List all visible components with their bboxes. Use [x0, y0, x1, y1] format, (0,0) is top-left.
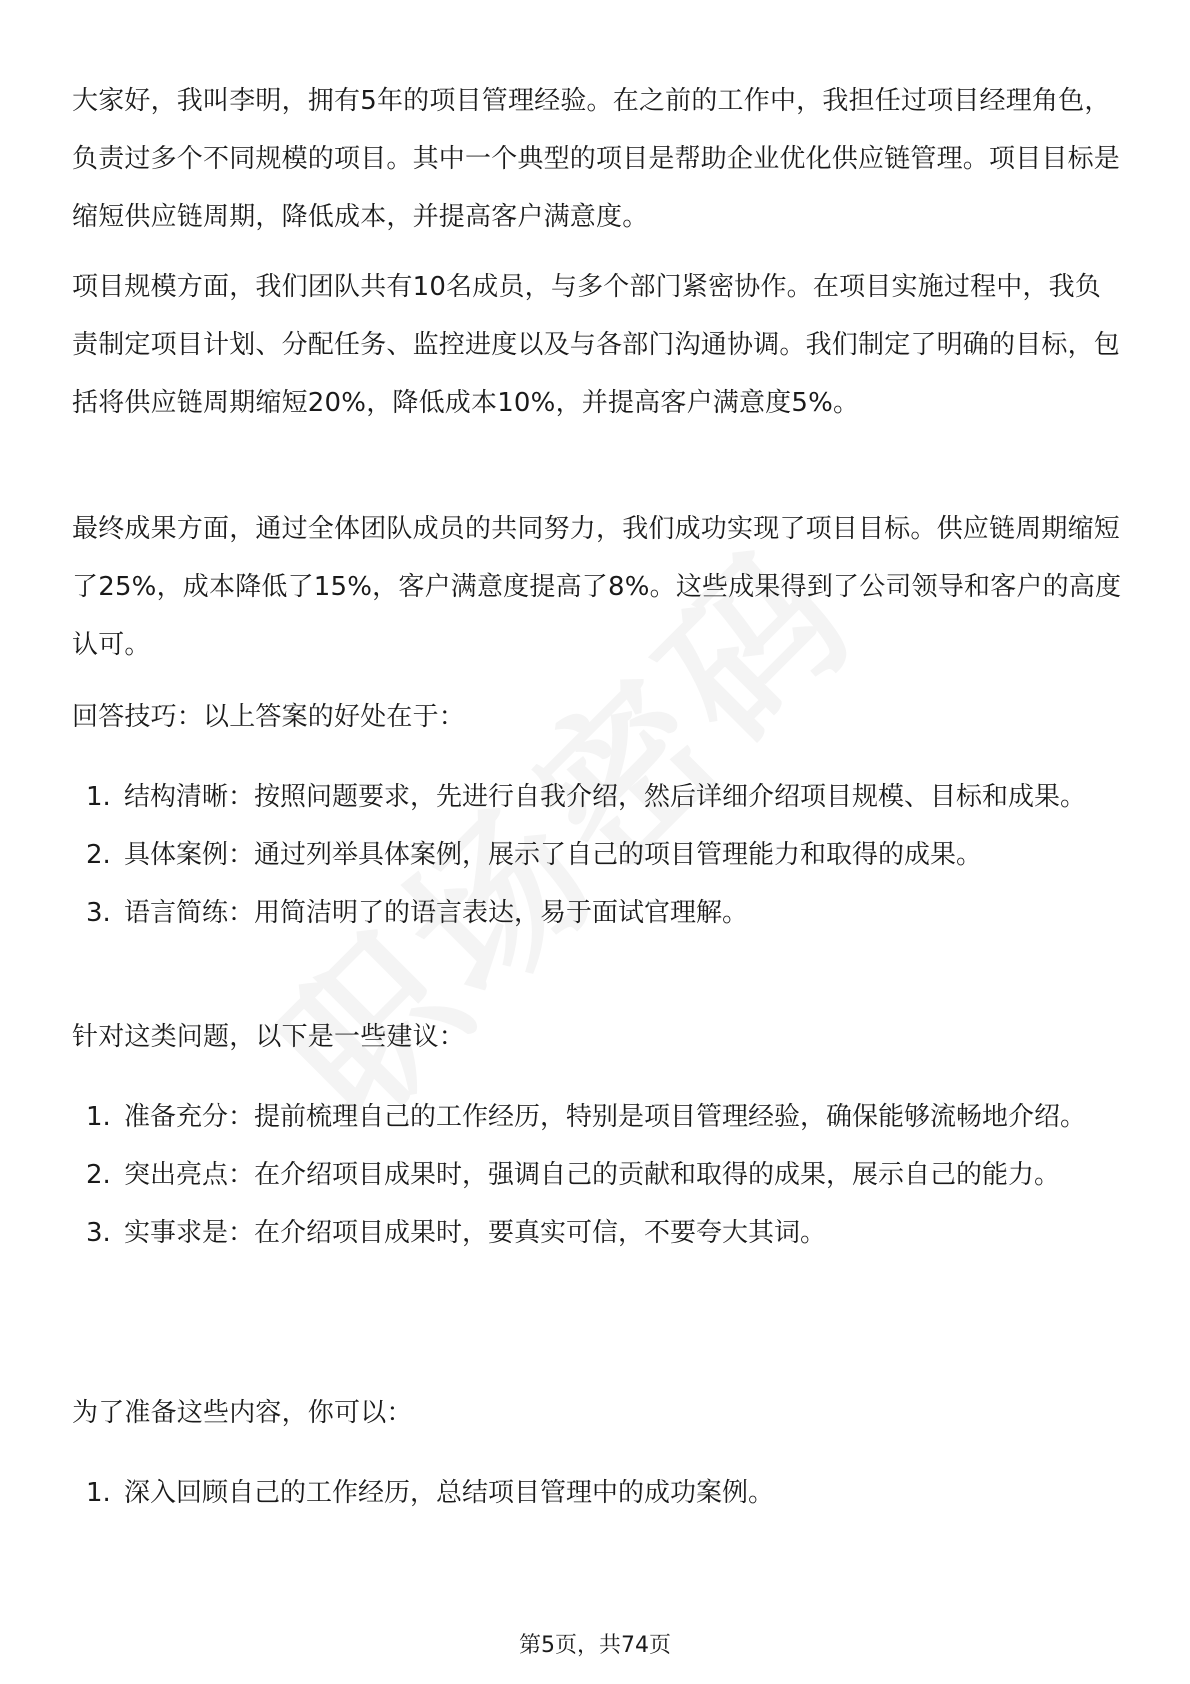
paragraph-advice-heading: 针对这类问题，以下是一些建议：: [72, 1022, 466, 1052]
advice-list: [72, 1088, 1122, 1262]
list-item: 3. 实事求是：在介绍项目成果时，要真实可信，不要夸大其词。: [86, 1218, 827, 1248]
list-item: 2. 突出亮点：在介绍项目成果时，强调自己的贡献和取得的成果，展示自己的能力。: [86, 1160, 1061, 1190]
list-item: 1. 结构清晰：按照问题要求，先进行自我介绍，然后详细介绍项目规模、目标和成果。: [86, 782, 1087, 812]
paragraph-intro: 大家好，我叫李明，拥有5年的项目管理经验。在之前的工作中，我担任过项目经理角色，负责过多个不同规模的项目。其中一个典型的项目是帮助企业优化供应链管理。项目目标是缩短供应链周期，降低成本，并提高客户满意度。: [72, 86, 1121, 232]
paragraph-scale: 项目规模方面，我们团队共有10名成员，与多个部门紧密协作。在项目实施过程中，我负责制定项目计划、分配任务、监控进度以及与各部门沟通协调。我们制定了明确的目标，包括将供应链周期缩短20%，降低成本10%，并提高客户满意度5%。: [72, 272, 1121, 418]
paragraph-prepare-heading: 为了准备这些内容，你可以：: [72, 1398, 413, 1428]
paragraph-tips-heading: 回答技巧：以上答案的好处在于：: [72, 702, 466, 732]
tips-list: [72, 768, 1122, 942]
paragraph-results: 最终成果方面，通过全体团队成员的共同努力，我们成功实现了项目目标。供应链周期缩短了25%，成本降低了15%，客户满意度提高了8%。这些成果得到了公司领导和客户的高度认可。: [72, 514, 1122, 660]
list-item: 3. 语言简练：用简洁明了的语言表达，易于面试官理解。: [86, 898, 749, 928]
list-item: 1. 深入回顾自己的工作经历，总结项目管理中的成功案例。: [86, 1478, 775, 1508]
list-item: 1. 准备充分：提前梳理自己的工作经历，特别是项目管理经验，确保能够流畅地介绍。: [86, 1102, 1087, 1132]
prepare-list: [72, 1464, 1122, 1522]
list-item: 2. 具体案例：通过列举具体案例，展示了自己的项目管理能力和取得的成果。: [86, 840, 983, 870]
page-footer: 第5页，共74页: [519, 1633, 671, 1658]
